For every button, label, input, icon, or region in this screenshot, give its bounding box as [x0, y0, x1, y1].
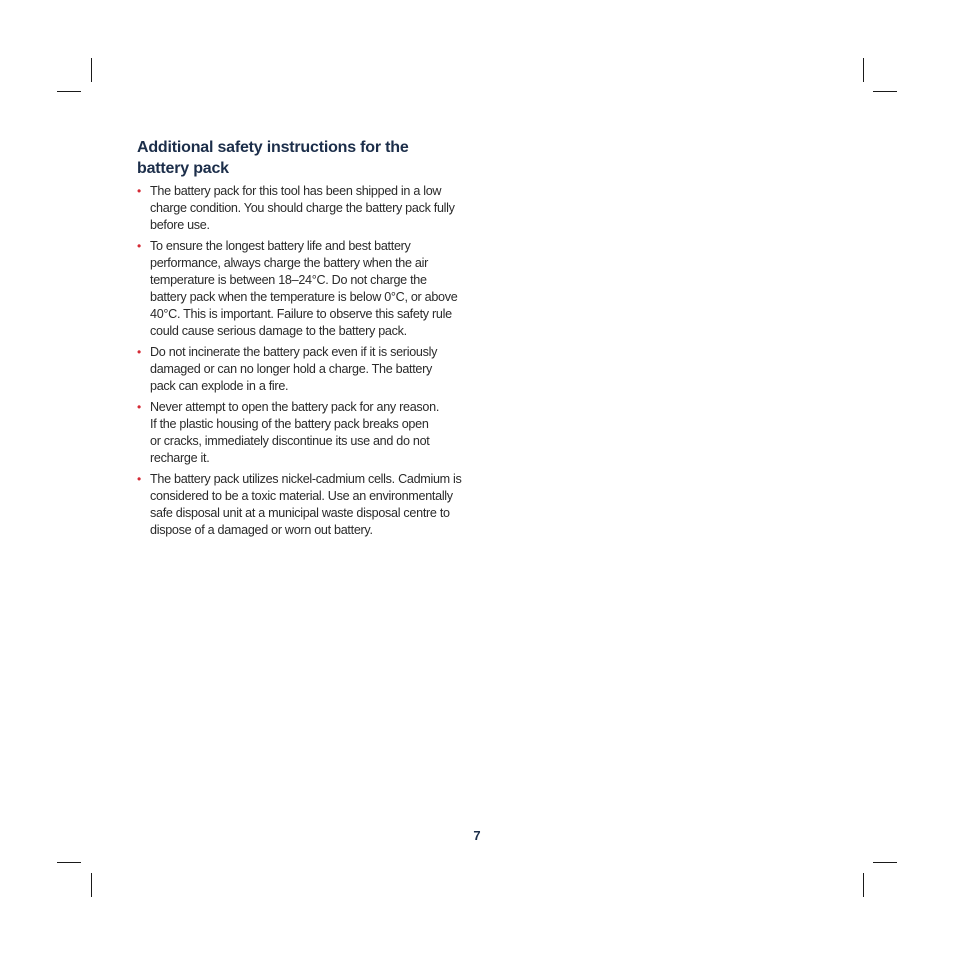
safety-instructions-section: [137, 137, 472, 543]
list-item: [137, 183, 472, 234]
list-item-text: Never attempt to open the battery pack for any reason. If the plastic housing of the battery pack breaks open or cracks, immediately discontinue its use and do not recharge it.: [150, 400, 440, 465]
crop-mark-top-right-vertical: [863, 58, 864, 82]
crop-mark-bottom-left-horizontal: [57, 862, 81, 863]
instruction-list: [137, 183, 472, 539]
crop-mark-top-right-horizontal: [873, 91, 897, 92]
bullet-icon: •: [137, 472, 141, 486]
section-heading: Additional safety instructions for the battery pack: [137, 139, 409, 177]
list-item: [137, 238, 472, 340]
crop-mark-bottom-left-vertical: [91, 873, 92, 897]
bullet-icon: •: [137, 184, 141, 198]
list-item-text: Do not incinerate the battery pack even if it is seriously damaged or can no longer hold a charge. The battery pack can explode in a fire.: [150, 345, 438, 393]
crop-mark-bottom-right-vertical: [863, 873, 864, 897]
list-item-text: The battery pack utilizes nickel-cadmium cells. Cadmium is considered to be a toxic material. Use an environmentally safe disposal unit at a municipal waste disposal centre to dispose of a damaged or worn out battery.: [150, 472, 462, 537]
list-item-text: The battery pack for this tool has been shipped in a low charge condition. You should charge the battery pack fully before use.: [150, 184, 455, 232]
list-item: [137, 471, 472, 539]
crop-mark-top-left-horizontal: [57, 91, 81, 92]
list-item: [137, 344, 472, 395]
bullet-icon: •: [137, 345, 141, 359]
list-item-text: To ensure the longest battery life and best battery performance, always charge the battery when the air temperature is between 18–24°C. Do not charge the battery pack when the temperature is below 0°C, or above 40°C. This is important. Failure to observe this safety rule could cause serious damage to the battery pack.: [150, 239, 458, 338]
crop-mark-bottom-right-horizontal: [873, 862, 897, 863]
list-item: [137, 399, 472, 467]
crop-mark-top-left-vertical: [91, 58, 92, 82]
bullet-icon: •: [137, 400, 141, 414]
page-number: 7: [473, 828, 481, 843]
bullet-icon: •: [137, 239, 141, 253]
